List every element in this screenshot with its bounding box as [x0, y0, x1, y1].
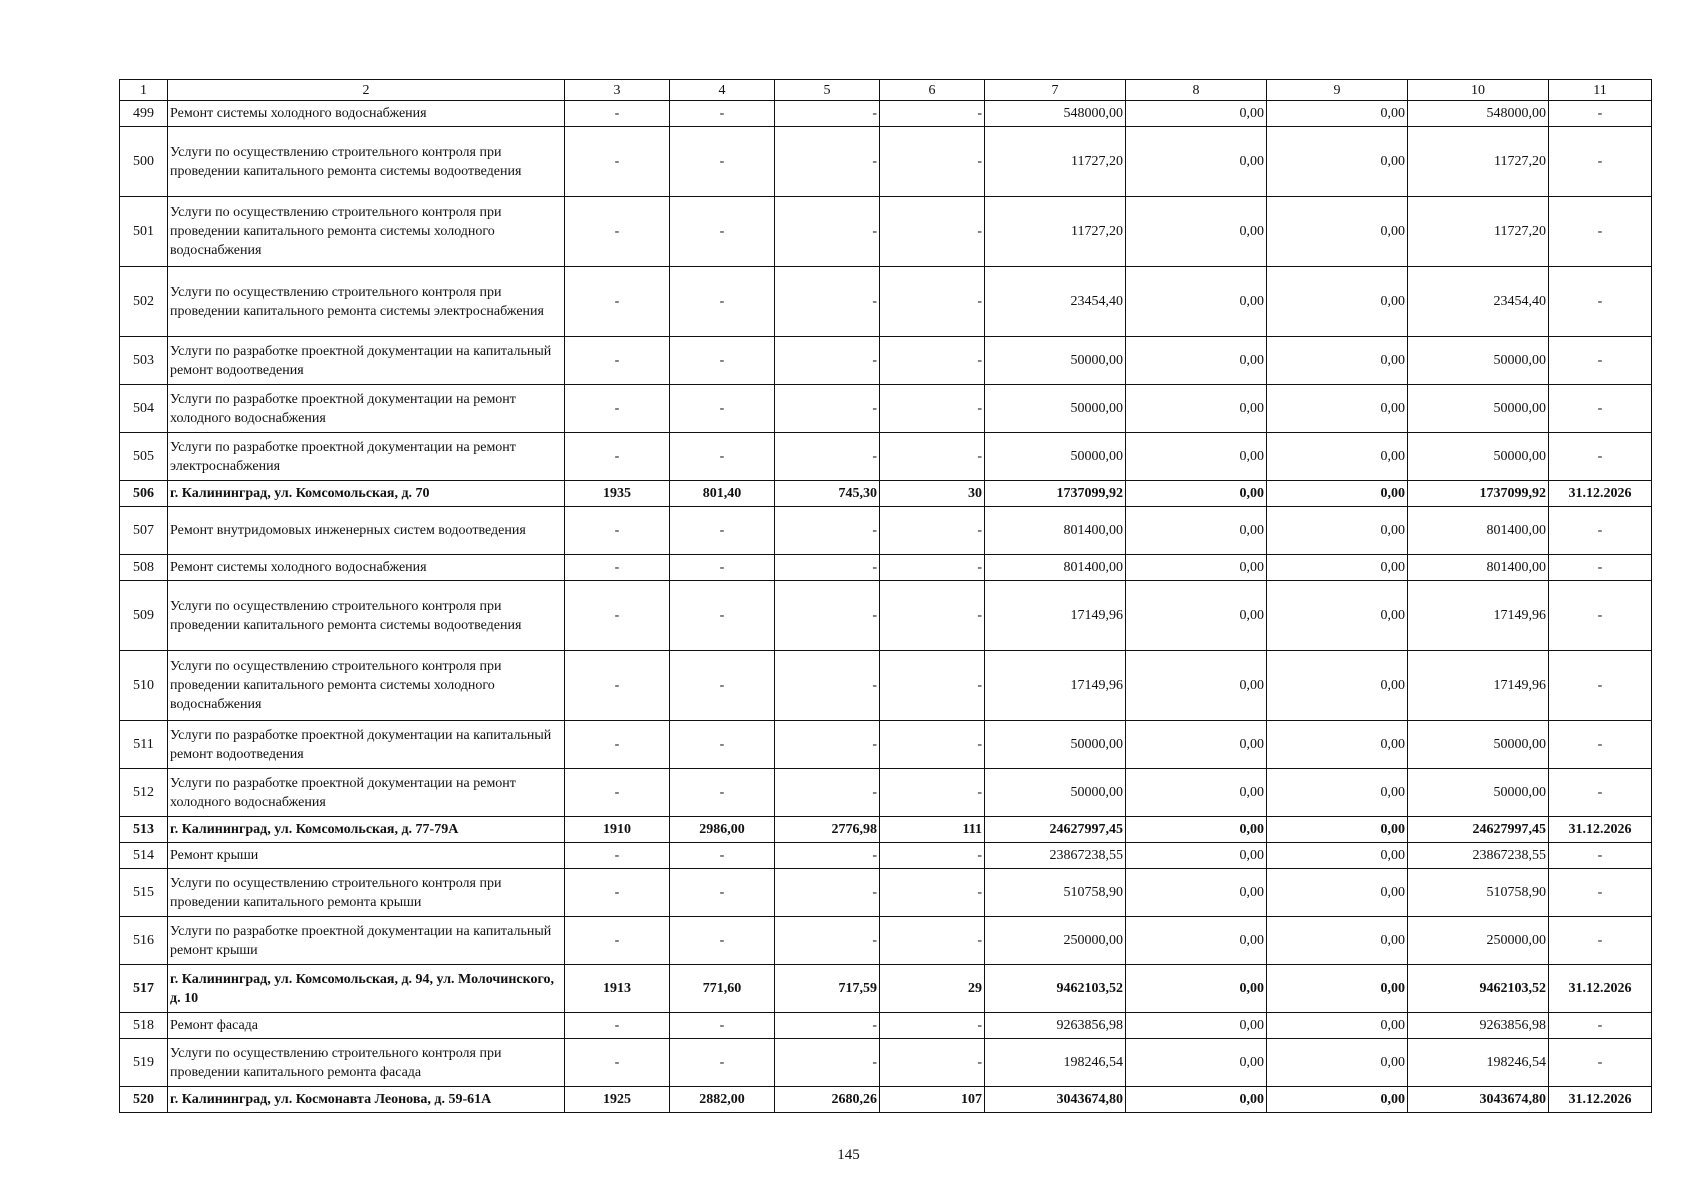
area-total-cell: -: [670, 869, 775, 917]
cost-federal-cell: 0,00: [1126, 555, 1267, 581]
residents-cell: -: [880, 1039, 985, 1087]
table-row: [120, 385, 1652, 433]
cost-regional-cell: 0,00: [1267, 127, 1408, 197]
area-living-cell: -: [775, 843, 880, 869]
description-cell: г. Калининград, ул. Космонавта Леонова, д. 59-61А: [168, 1087, 565, 1113]
area-living-cell: -: [775, 507, 880, 555]
area-total-cell: -: [670, 843, 775, 869]
area-living-cell: 2776,98: [775, 817, 880, 843]
column-number: 11: [1549, 80, 1652, 101]
cost-federal-cell: 0,00: [1126, 651, 1267, 721]
area-living-cell: -: [775, 651, 880, 721]
description-cell: Услуги по разработке проектной документации на ремонт холодного водоснабжения: [168, 385, 565, 433]
residents-cell: -: [880, 127, 985, 197]
row-number-cell: 511: [120, 721, 168, 769]
deadline-cell: -: [1549, 1039, 1652, 1087]
cost-regional-cell: 0,00: [1267, 917, 1408, 965]
description-cell: Услуги по осуществлению строительного контроля при проведении капитального ремонта системы холодного водоснабжения: [168, 651, 565, 721]
residents-cell: -: [880, 917, 985, 965]
cost-federal-cell: 0,00: [1126, 1039, 1267, 1087]
cost-total-cell: 24627997,45: [985, 817, 1126, 843]
year-cell: -: [565, 1039, 670, 1087]
deadline-cell: -: [1549, 581, 1652, 651]
column-number: 3: [565, 80, 670, 101]
cost-total-cell: 548000,00: [985, 101, 1126, 127]
deadline-cell: 31.12.2026: [1549, 1087, 1652, 1113]
cost-federal-cell: 0,00: [1126, 433, 1267, 481]
cost-total-cell: 801400,00: [985, 555, 1126, 581]
area-living-cell: -: [775, 433, 880, 481]
area-total-cell: -: [670, 127, 775, 197]
area-total-cell: -: [670, 101, 775, 127]
area-total-cell: 2882,00: [670, 1087, 775, 1113]
row-number-cell: 509: [120, 581, 168, 651]
cost-total-cell: 9462103,52: [985, 965, 1126, 1013]
area-living-cell: -: [775, 917, 880, 965]
year-cell: -: [565, 581, 670, 651]
area-total-cell: -: [670, 385, 775, 433]
cost-total-cell: 3043674,80: [985, 1087, 1126, 1113]
description-cell: Услуги по разработке проектной документации на капитальный ремонт водоотведения: [168, 721, 565, 769]
description-cell: г. Калининград, ул. Комсомольская, д. 70: [168, 481, 565, 507]
cost-regional-cell: 0,00: [1267, 721, 1408, 769]
cost-total-cell: 50000,00: [985, 385, 1126, 433]
cost-owners-cell: 11727,20: [1408, 197, 1549, 267]
cost-total-cell: 9263856,98: [985, 1013, 1126, 1039]
area-living-cell: -: [775, 581, 880, 651]
deadline-cell: -: [1549, 555, 1652, 581]
table-row: [120, 1039, 1652, 1087]
area-total-cell: -: [670, 267, 775, 337]
cost-federal-cell: 0,00: [1126, 917, 1267, 965]
year-cell: -: [565, 769, 670, 817]
table-row: [120, 651, 1652, 721]
cost-total-cell: 198246,54: [985, 1039, 1126, 1087]
table-row: [120, 481, 1652, 507]
cost-regional-cell: 0,00: [1267, 433, 1408, 481]
deadline-cell: -: [1549, 197, 1652, 267]
cost-federal-cell: 0,00: [1126, 581, 1267, 651]
cost-federal-cell: 0,00: [1126, 267, 1267, 337]
cost-total-cell: 50000,00: [985, 433, 1126, 481]
cost-owners-cell: 801400,00: [1408, 507, 1549, 555]
area-living-cell: -: [775, 769, 880, 817]
table-row: [120, 507, 1652, 555]
cost-total-cell: 23454,40: [985, 267, 1126, 337]
residents-cell: -: [880, 651, 985, 721]
deadline-cell: -: [1549, 721, 1652, 769]
column-number: 9: [1267, 80, 1408, 101]
cost-owners-cell: 801400,00: [1408, 555, 1549, 581]
deadline-cell: -: [1549, 843, 1652, 869]
residents-cell: -: [880, 555, 985, 581]
table-row: [120, 1087, 1652, 1113]
column-number: 8: [1126, 80, 1267, 101]
deadline-cell: 31.12.2026: [1549, 817, 1652, 843]
description-cell: Услуги по разработке проектной документации на капитальный ремонт крыши: [168, 917, 565, 965]
cost-federal-cell: 0,00: [1126, 385, 1267, 433]
year-cell: -: [565, 197, 670, 267]
row-number-cell: 518: [120, 1013, 168, 1039]
residents-cell: -: [880, 197, 985, 267]
row-number-cell: 506: [120, 481, 168, 507]
cost-federal-cell: 0,00: [1126, 843, 1267, 869]
cost-regional-cell: 0,00: [1267, 337, 1408, 385]
year-cell: -: [565, 1013, 670, 1039]
year-cell: -: [565, 843, 670, 869]
area-total-cell: -: [670, 581, 775, 651]
row-number-cell: 499: [120, 101, 168, 127]
deadline-cell: -: [1549, 507, 1652, 555]
cost-regional-cell: 0,00: [1267, 507, 1408, 555]
table-row: [120, 817, 1652, 843]
deadline-cell: -: [1549, 917, 1652, 965]
year-cell: -: [565, 385, 670, 433]
area-living-cell: -: [775, 101, 880, 127]
column-number: 6: [880, 80, 985, 101]
year-cell: 1910: [565, 817, 670, 843]
cost-federal-cell: 0,00: [1126, 1013, 1267, 1039]
column-number: 4: [670, 80, 775, 101]
cost-regional-cell: 0,00: [1267, 1087, 1408, 1113]
cost-regional-cell: 0,00: [1267, 1039, 1408, 1087]
row-number-cell: 508: [120, 555, 168, 581]
cost-regional-cell: 0,00: [1267, 1013, 1408, 1039]
area-total-cell: -: [670, 507, 775, 555]
cost-total-cell: 17149,96: [985, 651, 1126, 721]
cost-owners-cell: 9263856,98: [1408, 1013, 1549, 1039]
area-living-cell: -: [775, 555, 880, 581]
page-number: 145: [837, 1147, 860, 1163]
cost-owners-cell: 17149,96: [1408, 651, 1549, 721]
cost-regional-cell: 0,00: [1267, 267, 1408, 337]
cost-regional-cell: 0,00: [1267, 481, 1408, 507]
row-number-cell: 515: [120, 869, 168, 917]
description-cell: Услуги по осуществлению строительного контроля при проведении капитального ремонта крыши: [168, 869, 565, 917]
year-cell: -: [565, 101, 670, 127]
column-number-row: [120, 80, 1652, 101]
area-living-cell: -: [775, 1039, 880, 1087]
cost-total-cell: 250000,00: [985, 917, 1126, 965]
table-row: [120, 433, 1652, 481]
row-number-cell: 504: [120, 385, 168, 433]
residents-cell: -: [880, 869, 985, 917]
cost-owners-cell: 1737099,92: [1408, 481, 1549, 507]
area-living-cell: 745,30: [775, 481, 880, 507]
cost-federal-cell: 0,00: [1126, 965, 1267, 1013]
area-total-cell: -: [670, 917, 775, 965]
table-row: [120, 581, 1652, 651]
cost-regional-cell: 0,00: [1267, 555, 1408, 581]
row-number-cell: 514: [120, 843, 168, 869]
cost-total-cell: 11727,20: [985, 197, 1126, 267]
residents-cell: -: [880, 385, 985, 433]
cost-regional-cell: 0,00: [1267, 101, 1408, 127]
year-cell: -: [565, 507, 670, 555]
cost-federal-cell: 0,00: [1126, 721, 1267, 769]
deadline-cell: -: [1549, 385, 1652, 433]
description-cell: г. Калининград, ул. Комсомольская, д. 94, ул. Молочинского, д. 10: [168, 965, 565, 1013]
deadline-cell: -: [1549, 101, 1652, 127]
data-table: [119, 79, 1652, 1113]
residents-cell: -: [880, 507, 985, 555]
column-number: 10: [1408, 80, 1549, 101]
area-living-cell: -: [775, 869, 880, 917]
area-total-cell: -: [670, 1039, 775, 1087]
cost-owners-cell: 50000,00: [1408, 769, 1549, 817]
year-cell: 1935: [565, 481, 670, 507]
row-number-cell: 501: [120, 197, 168, 267]
row-number-cell: 516: [120, 917, 168, 965]
column-number: 5: [775, 80, 880, 101]
year-cell: -: [565, 869, 670, 917]
row-number-cell: 519: [120, 1039, 168, 1087]
area-total-cell: -: [670, 1013, 775, 1039]
area-living-cell: -: [775, 197, 880, 267]
row-number-cell: 520: [120, 1087, 168, 1113]
cost-total-cell: 17149,96: [985, 581, 1126, 651]
cost-federal-cell: 0,00: [1126, 817, 1267, 843]
cost-total-cell: 1737099,92: [985, 481, 1126, 507]
deadline-cell: -: [1549, 267, 1652, 337]
area-total-cell: 801,40: [670, 481, 775, 507]
description-cell: Ремонт внутридомовых инженерных систем водоотведения: [168, 507, 565, 555]
description-cell: Услуги по осуществлению строительного контроля при проведении капитального ремонта фасада: [168, 1039, 565, 1087]
cost-total-cell: 11727,20: [985, 127, 1126, 197]
cost-owners-cell: 17149,96: [1408, 581, 1549, 651]
cost-regional-cell: 0,00: [1267, 843, 1408, 869]
cost-owners-cell: 50000,00: [1408, 433, 1549, 481]
residents-cell: 111: [880, 817, 985, 843]
table-row: [120, 1013, 1652, 1039]
cost-total-cell: 50000,00: [985, 769, 1126, 817]
residents-cell: -: [880, 721, 985, 769]
row-number-cell: 512: [120, 769, 168, 817]
deadline-cell: -: [1549, 337, 1652, 385]
cost-owners-cell: 11727,20: [1408, 127, 1549, 197]
area-living-cell: -: [775, 385, 880, 433]
deadline-cell: -: [1549, 651, 1652, 721]
residents-cell: -: [880, 769, 985, 817]
deadline-cell: 31.12.2026: [1549, 965, 1652, 1013]
residents-cell: 29: [880, 965, 985, 1013]
description-cell: Ремонт системы холодного водоснабжения: [168, 101, 565, 127]
cost-owners-cell: 548000,00: [1408, 101, 1549, 127]
description-cell: Ремонт фасада: [168, 1013, 565, 1039]
cost-owners-cell: 50000,00: [1408, 385, 1549, 433]
cost-owners-cell: 198246,54: [1408, 1039, 1549, 1087]
row-number-cell: 510: [120, 651, 168, 721]
cost-owners-cell: 510758,90: [1408, 869, 1549, 917]
area-living-cell: -: [775, 337, 880, 385]
cost-owners-cell: 3043674,80: [1408, 1087, 1549, 1113]
table-row: [120, 337, 1652, 385]
description-cell: Ремонт крыши: [168, 843, 565, 869]
row-number-cell: 502: [120, 267, 168, 337]
column-number: 7: [985, 80, 1126, 101]
cost-owners-cell: 50000,00: [1408, 337, 1549, 385]
cost-federal-cell: 0,00: [1126, 507, 1267, 555]
area-total-cell: -: [670, 555, 775, 581]
description-cell: Услуги по разработке проектной документации на ремонт электроснабжения: [168, 433, 565, 481]
year-cell: -: [565, 917, 670, 965]
table-row: [120, 101, 1652, 127]
deadline-cell: -: [1549, 869, 1652, 917]
cost-owners-cell: 250000,00: [1408, 917, 1549, 965]
residents-cell: -: [880, 101, 985, 127]
cost-owners-cell: 9462103,52: [1408, 965, 1549, 1013]
deadline-cell: -: [1549, 127, 1652, 197]
year-cell: -: [565, 651, 670, 721]
year-cell: -: [565, 433, 670, 481]
area-total-cell: -: [670, 721, 775, 769]
residents-cell: -: [880, 843, 985, 869]
cost-regional-cell: 0,00: [1267, 385, 1408, 433]
column-number: 2: [168, 80, 565, 101]
table-row: [120, 555, 1652, 581]
year-cell: -: [565, 127, 670, 197]
area-total-cell: -: [670, 769, 775, 817]
cost-owners-cell: 50000,00: [1408, 721, 1549, 769]
description-cell: Услуги по осуществлению строительного контроля при проведении капитального ремонта системы электроснабжения: [168, 267, 565, 337]
residents-cell: -: [880, 433, 985, 481]
cost-regional-cell: 0,00: [1267, 197, 1408, 267]
column-number: 1: [120, 80, 168, 101]
table-row: [120, 267, 1652, 337]
cost-total-cell: 801400,00: [985, 507, 1126, 555]
row-number-cell: 503: [120, 337, 168, 385]
row-number-cell: 507: [120, 507, 168, 555]
cost-federal-cell: 0,00: [1126, 481, 1267, 507]
deadline-cell: 31.12.2026: [1549, 481, 1652, 507]
table-row: [120, 965, 1652, 1013]
table-row: [120, 869, 1652, 917]
residents-cell: -: [880, 267, 985, 337]
residents-cell: -: [880, 1013, 985, 1039]
year-cell: -: [565, 721, 670, 769]
residents-cell: -: [880, 581, 985, 651]
deadline-cell: -: [1549, 769, 1652, 817]
description-cell: Услуги по разработке проектной документации на капитальный ремонт водоотведения: [168, 337, 565, 385]
cost-regional-cell: 0,00: [1267, 651, 1408, 721]
area-living-cell: -: [775, 721, 880, 769]
year-cell: -: [565, 267, 670, 337]
description-cell: Услуги по осуществлению строительного контроля при проведении капитального ремонта системы водоотведения: [168, 581, 565, 651]
area-total-cell: -: [670, 433, 775, 481]
row-number-cell: 517: [120, 965, 168, 1013]
table-row: [120, 769, 1652, 817]
year-cell: -: [565, 555, 670, 581]
area-living-cell: 2680,26: [775, 1087, 880, 1113]
row-number-cell: 500: [120, 127, 168, 197]
area-living-cell: -: [775, 1013, 880, 1039]
table-row: [120, 917, 1652, 965]
cost-federal-cell: 0,00: [1126, 1087, 1267, 1113]
year-cell: 1913: [565, 965, 670, 1013]
cost-owners-cell: 23454,40: [1408, 267, 1549, 337]
area-living-cell: -: [775, 267, 880, 337]
year-cell: -: [565, 337, 670, 385]
area-total-cell: -: [670, 651, 775, 721]
year-cell: 1925: [565, 1087, 670, 1113]
area-total-cell: 2986,00: [670, 817, 775, 843]
cost-total-cell: 510758,90: [985, 869, 1126, 917]
table-row: [120, 843, 1652, 869]
table-body: [120, 101, 1652, 1113]
row-number-cell: 505: [120, 433, 168, 481]
area-total-cell: 771,60: [670, 965, 775, 1013]
description-cell: г. Калининград, ул. Комсомольская, д. 77-79А: [168, 817, 565, 843]
cost-regional-cell: 0,00: [1267, 869, 1408, 917]
cost-total-cell: 50000,00: [985, 721, 1126, 769]
area-living-cell: -: [775, 127, 880, 197]
deadline-cell: -: [1549, 433, 1652, 481]
cost-owners-cell: 24627997,45: [1408, 817, 1549, 843]
cost-federal-cell: 0,00: [1126, 101, 1267, 127]
cost-total-cell: 50000,00: [985, 337, 1126, 385]
cost-regional-cell: 0,00: [1267, 965, 1408, 1013]
cost-regional-cell: 0,00: [1267, 769, 1408, 817]
description-cell: Услуги по осуществлению строительного контроля при проведении капитального ремонта системы холодного водоснабжения: [168, 197, 565, 267]
table-row: [120, 197, 1652, 267]
deadline-cell: -: [1549, 1013, 1652, 1039]
cost-federal-cell: 0,00: [1126, 197, 1267, 267]
cost-federal-cell: 0,00: [1126, 869, 1267, 917]
area-living-cell: 717,59: [775, 965, 880, 1013]
cost-regional-cell: 0,00: [1267, 817, 1408, 843]
table-row: [120, 127, 1652, 197]
cost-owners-cell: 23867238,55: [1408, 843, 1549, 869]
cost-regional-cell: 0,00: [1267, 581, 1408, 651]
cost-federal-cell: 0,00: [1126, 337, 1267, 385]
cost-federal-cell: 0,00: [1126, 127, 1267, 197]
description-cell: Ремонт системы холодного водоснабжения: [168, 555, 565, 581]
residents-cell: 30: [880, 481, 985, 507]
residents-cell: 107: [880, 1087, 985, 1113]
description-cell: Услуги по осуществлению строительного контроля при проведении капитального ремонта системы водоотведения: [168, 127, 565, 197]
area-total-cell: -: [670, 337, 775, 385]
table-row: [120, 721, 1652, 769]
cost-federal-cell: 0,00: [1126, 769, 1267, 817]
description-cell: Услуги по разработке проектной документации на ремонт холодного водоснабжения: [168, 769, 565, 817]
cost-total-cell: 23867238,55: [985, 843, 1126, 869]
residents-cell: -: [880, 337, 985, 385]
area-total-cell: -: [670, 197, 775, 267]
row-number-cell: 513: [120, 817, 168, 843]
